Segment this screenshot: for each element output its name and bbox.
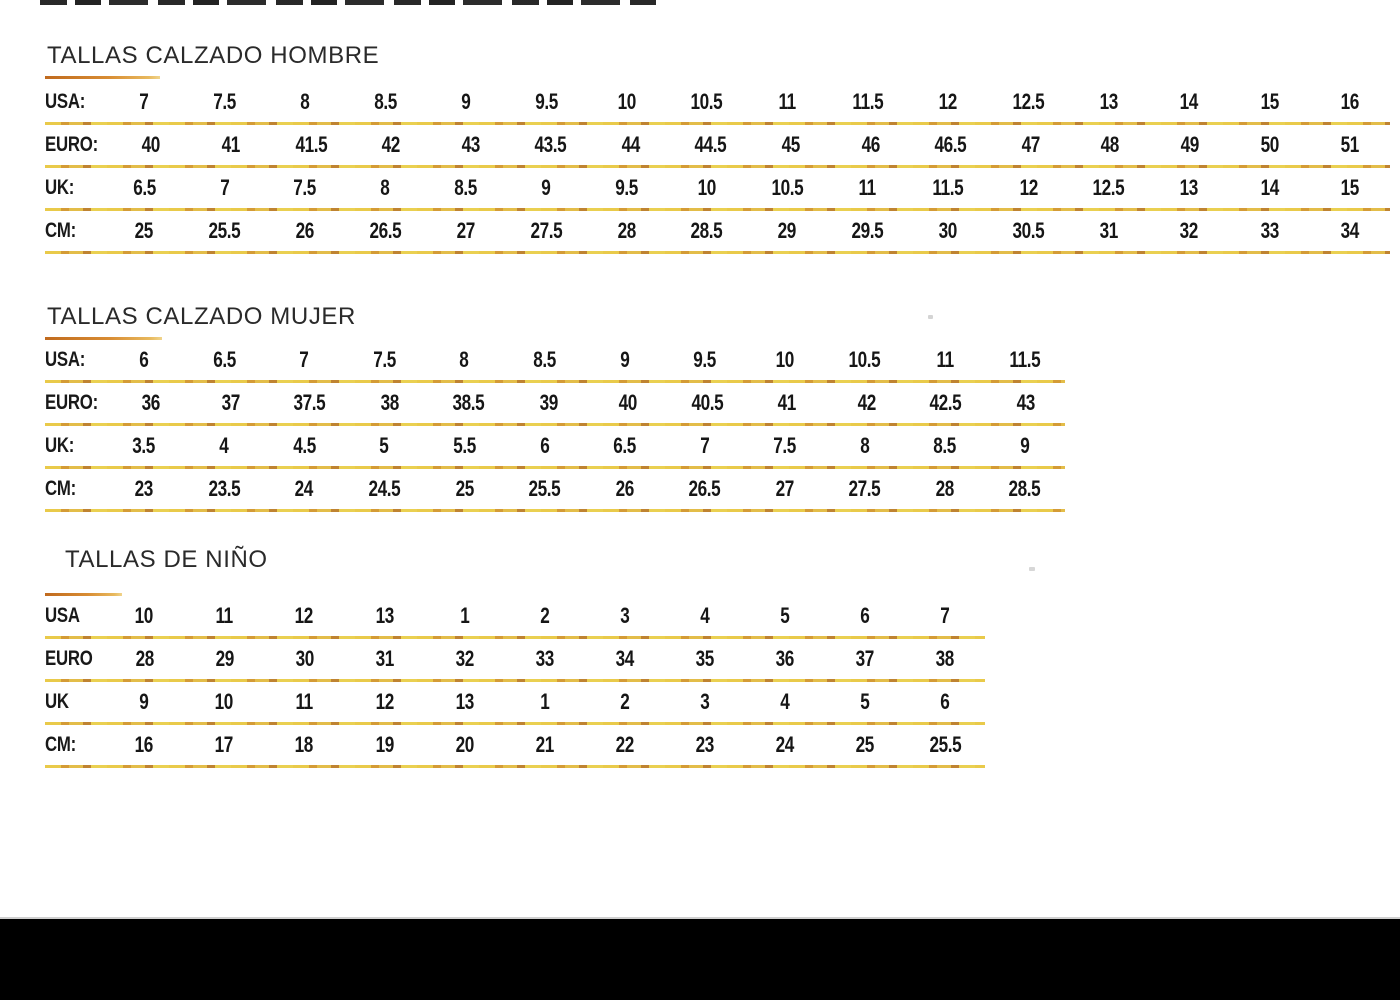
size-value: 6.5 [132,175,156,200]
size-value: 7 [139,89,149,114]
size-value: 30.5 [1012,218,1045,243]
size-value: 25.5 [929,732,961,757]
size-value: 48 [1101,132,1120,157]
size-value: 11 [858,175,877,200]
size-row [45,426,1065,466]
size-table [45,596,985,768]
size-value: 25 [855,732,875,757]
size-row [45,639,985,679]
size-value: 12 [295,603,314,628]
size-value: 49 [1180,132,1200,157]
size-row [45,82,1390,122]
size-value: 28 [135,646,154,671]
size-value: 36 [775,646,795,671]
size-value: 33 [535,646,554,671]
size-row [45,596,985,636]
size-row [45,682,985,722]
size-value: 1 [459,603,470,628]
size-value: 23 [134,476,154,501]
size-value: 10.5 [848,347,881,372]
size-value: 23 [695,732,714,757]
size-value: 5 [379,433,389,458]
table-rule [45,765,985,768]
size-row-label: EURO: [45,133,98,156]
size-value: 40 [618,390,637,415]
size-value: 46 [861,132,880,157]
size-value: 10 [697,175,716,200]
womens-sizes-section [45,303,1065,512]
size-value: 24 [295,476,314,501]
size-row [45,469,1065,509]
size-value: 28 [935,476,954,501]
size-row-label: UK: [45,176,75,199]
size-value: 3 [620,603,630,628]
size-value: 51 [1340,132,1360,157]
size-value: 25.5 [528,476,561,501]
size-value: 5 [780,603,790,628]
size-value: 16 [1340,89,1359,114]
size-value: 14 [1179,89,1199,114]
size-table [45,82,1390,254]
size-value: 17 [214,732,234,757]
size-value: 26.5 [369,218,402,243]
size-row-label: USA: [45,348,86,371]
size-value: 27.5 [530,218,562,243]
size-row-label: CM: [45,219,77,242]
size-value: 33 [1260,218,1279,243]
size-value: 45 [781,132,800,157]
size-value: 12.5 [1012,89,1045,114]
size-value: 6 [940,689,950,714]
size-value: 8 [459,347,469,372]
size-value: 7 [299,347,309,372]
size-row [45,340,1065,380]
size-value: 7.5 [213,89,236,114]
size-value: 8 [860,433,870,458]
size-value: 24.5 [368,476,401,501]
size-value: 9.5 [615,175,638,200]
size-value: 28 [617,218,636,243]
size-row [45,168,1390,208]
bottom-black-bar [0,917,1400,1000]
size-value: 36 [141,390,161,415]
size-row [45,125,1390,165]
size-value: 21 [535,732,554,757]
size-value: 31 [1099,218,1118,243]
size-value: 10 [134,603,154,628]
table-rule [45,251,1390,254]
size-row-label: CM: [45,477,77,500]
size-value: 25 [135,218,154,243]
size-value: 3 [700,689,710,714]
size-value: 40.5 [691,390,724,415]
size-value: 11 [778,89,796,114]
cropped-header-text-fragments [40,0,656,5]
size-row-label: EURO [45,647,93,670]
size-value: 24 [775,732,794,757]
size-value: 4.5 [292,433,316,458]
size-value: 2 [620,689,630,714]
size-value: 5 [860,689,870,714]
size-row-label: CM: [45,733,77,756]
size-value: 10 [775,347,794,372]
size-value: 42.5 [929,390,962,415]
size-value: 37.5 [293,390,326,415]
size-value: 38 [935,646,955,671]
size-value: 1 [539,689,550,714]
size-value: 9 [139,689,149,714]
size-value: 9.5 [534,89,558,114]
size-value: 9 [619,347,630,372]
size-value: 27 [775,476,794,501]
size-row-label: UK [45,690,69,713]
size-value: 50 [1260,132,1280,157]
size-value: 22 [615,732,634,757]
size-value: 9 [461,89,471,114]
size-value: 44.5 [694,132,727,157]
size-value: 8 [380,175,390,200]
size-value: 7.5 [773,433,797,458]
size-value: 11.5 [1009,347,1041,372]
size-value: 7 [219,175,230,200]
size-value: 18 [295,732,314,757]
scan-artifact [1029,567,1035,571]
size-value: 41.5 [295,132,327,157]
size-value: 7.5 [293,175,317,200]
size-value: 42 [381,132,401,157]
size-value: 4 [780,689,790,714]
size-value: 4 [219,433,229,458]
size-value: 35 [695,646,714,671]
size-value: 30 [295,646,314,671]
size-value: 26 [615,476,634,501]
size-value: 28.5 [690,218,723,243]
size-row-label: USA: [45,90,86,113]
size-value: 13 [1099,89,1118,114]
size-value: 11.5 [852,89,884,114]
size-value: 43 [461,132,480,157]
size-value: 10 [617,89,636,114]
size-value: 11 [295,689,313,714]
size-value: 7 [940,603,950,628]
size-value: 40 [141,132,161,157]
childrens-sizes-section [45,546,985,768]
size-value: 12.5 [1092,175,1125,200]
size-value: 19 [375,732,394,757]
size-value: 47 [1021,132,1040,157]
size-row-label: EURO: [45,391,98,414]
size-value: 27 [456,218,475,243]
size-value: 7.5 [372,347,396,372]
size-value: 8.5 [373,89,397,114]
size-value: 34 [1340,218,1359,243]
size-value: 6 [539,433,550,458]
size-value: 10.5 [771,175,804,200]
size-value: 37 [855,646,875,671]
size-value: 15 [1340,175,1359,200]
size-value: 29.5 [851,218,884,243]
size-value: 8.5 [933,433,957,458]
size-value: 6.5 [212,347,236,372]
size-value: 9 [1020,433,1030,458]
size-value: 9.5 [693,347,716,372]
size-value: 3.5 [132,433,156,458]
size-value: 10 [214,689,234,714]
size-value: 42 [857,390,876,415]
size-value: 38 [380,390,399,415]
size-value: 8 [300,89,310,114]
size-value: 46.5 [934,132,967,157]
title-underline [45,76,160,79]
size-value: 11.5 [932,175,964,200]
size-value: 29 [778,218,797,243]
size-value: 25.5 [208,218,241,243]
size-value: 43 [1016,390,1035,415]
size-value: 13 [1179,175,1199,200]
size-value: 11 [936,347,954,372]
size-value: 2 [539,603,550,628]
size-value: 34 [615,646,634,671]
size-value: 6 [139,347,149,372]
size-value: 26.5 [688,476,721,501]
size-value: 32 [455,646,474,671]
size-value: 12 [938,89,958,114]
size-value: 23.5 [208,476,241,501]
size-value: 44 [621,132,640,157]
size-value: 8.5 [533,347,556,372]
size-value: 12 [375,689,394,714]
section-title: TALLAS CALZADO MUJER [47,303,356,330]
size-row [45,725,985,765]
size-value: 28.5 [1008,476,1041,501]
size-value: 16 [134,732,154,757]
size-value: 12 [1019,175,1038,200]
size-value: 37 [221,390,240,415]
size-value: 39 [539,390,558,415]
size-row-label: USA [45,604,80,627]
mens-sizes-section [45,42,1390,254]
size-value: 38.5 [452,390,485,415]
size-value: 8.5 [454,175,478,200]
size-value: 6 [860,603,870,628]
size-value: 25 [455,476,474,501]
size-value: 26 [295,218,315,243]
section-title: TALLAS CALZADO HOMBRE [47,42,380,69]
size-value: 4 [700,603,710,628]
size-value: 14 [1260,175,1279,200]
table-rule [45,509,1065,512]
size-value: 13 [455,689,474,714]
size-row [45,211,1390,251]
scan-artifact [928,315,933,319]
size-value: 15 [1260,89,1279,114]
section-title: TALLAS DE NIÑO [65,546,268,573]
size-value: 41 [221,132,241,157]
size-value: 13 [375,603,394,628]
size-row-label: UK: [45,434,75,457]
size-value: 32 [1179,218,1199,243]
size-value: 11 [215,603,233,628]
size-row [45,383,1065,423]
size-value: 6.5 [613,433,636,458]
size-value: 9 [541,175,551,200]
size-value: 41 [777,390,796,415]
size-value: 27.5 [848,476,881,501]
size-value: 29 [215,646,234,671]
size-value: 31 [375,646,394,671]
size-table [45,340,1065,512]
size-value: 10.5 [690,89,723,114]
size-value: 43.5 [534,132,567,157]
size-value: 30 [938,218,958,243]
size-value: 20 [455,732,474,757]
size-value: 7 [699,433,710,458]
size-value: 5.5 [452,433,476,458]
